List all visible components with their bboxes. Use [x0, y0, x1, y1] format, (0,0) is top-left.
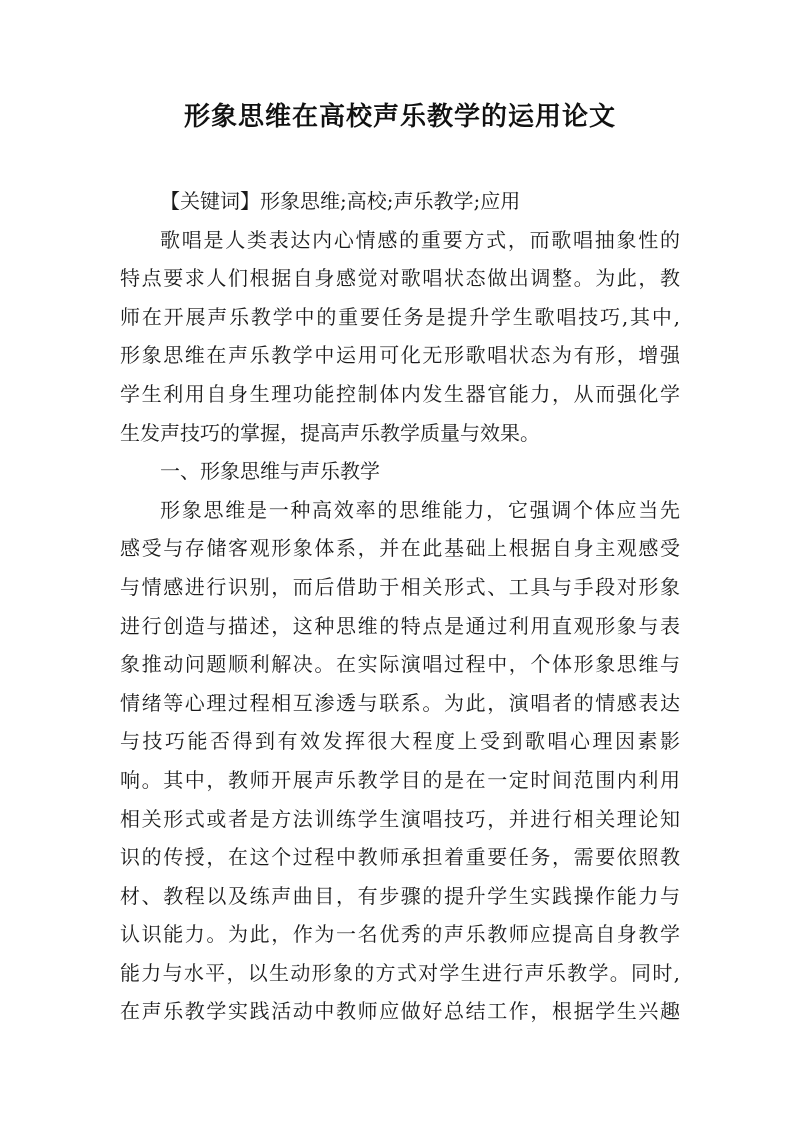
keywords-line: 【关键词】形象思维;高校;声乐教学;应用: [160, 189, 521, 213]
section-heading: 一、形象思维与声乐教学: [160, 459, 380, 484]
paragraph-2-line: 象推动问题顺利解决。在实际演唱过程中，个体形象思维与: [120, 652, 680, 677]
paragraph-2-line: 与技巧能否得到有效发挥很大程度上受到歌唱心理因素影: [120, 729, 680, 754]
paragraph-2-line: 感受与存储客观形象体系，并在此基础上根据自身主观感受: [120, 536, 680, 561]
paragraph-2-line: 能力与水平，以生动形象的方式对学生进行声乐教学。同时,: [120, 960, 680, 985]
document-title: 形象思维在高校声乐教学的运用论文: [183, 102, 616, 132]
paragraph-2-line: 识的传授，在这个过程中教师承担着重要任务，需要依照教: [120, 845, 680, 870]
paragraph-2-line: 响。其中，教师开展声乐教学目的是在一定时间范围内利用: [120, 767, 680, 792]
paragraph-2-line: 相关形式或者是方法训练学生演唱技巧，并进行相关理论知: [120, 806, 680, 831]
paragraph-2-line: 认识能力。为此，作为一名优秀的声乐教师应提高自身教学: [120, 922, 680, 947]
paragraph-1-line: 师在开展声乐教学中的重要任务是提升学生歌唱技巧,其中,: [120, 304, 680, 329]
document-body: [120, 182, 680, 1031]
paragraph-1-line: 学生利用自身生理功能控制体内发生器官能力，从而强化学: [120, 381, 680, 406]
paragraph-1-line: 歌唱是人类表达内心情感的重要方式，而歌唱抽象性的: [160, 227, 680, 252]
paragraph-2-line: 与情感进行识别，而后借助于相关形式、工具与手段对形象: [120, 574, 680, 599]
paragraph-2-line: 情绪等心理过程相互渗透与联系。为此，演唱者的情感表达: [120, 690, 680, 715]
paragraph-1-line: 特点要求人们根据自身感觉对歌唱状态做出调整。为此，教: [120, 266, 680, 291]
paragraph-1-line: 生发声技巧的掌握，提高声乐教学质量与效果。: [120, 420, 540, 445]
paragraph-2-line: 进行创造与描述，这种思维的特点是通过利用直观形象与表: [120, 613, 680, 638]
paragraph-2-line: 材、教程以及练声曲目，有步骤的提升学生实践操作能力与: [120, 883, 680, 908]
paragraph-2-line: 形象思维是一种高效率的思维能力，它强调个体应当先: [160, 497, 680, 522]
paragraph-2-line: 在声乐教学实践活动中教师应做好总结工作，根据学生兴趣: [120, 999, 680, 1024]
paragraph-1-line: 形象思维在声乐教学中运用可化无形歌唱状态为有形，增强: [120, 343, 680, 368]
